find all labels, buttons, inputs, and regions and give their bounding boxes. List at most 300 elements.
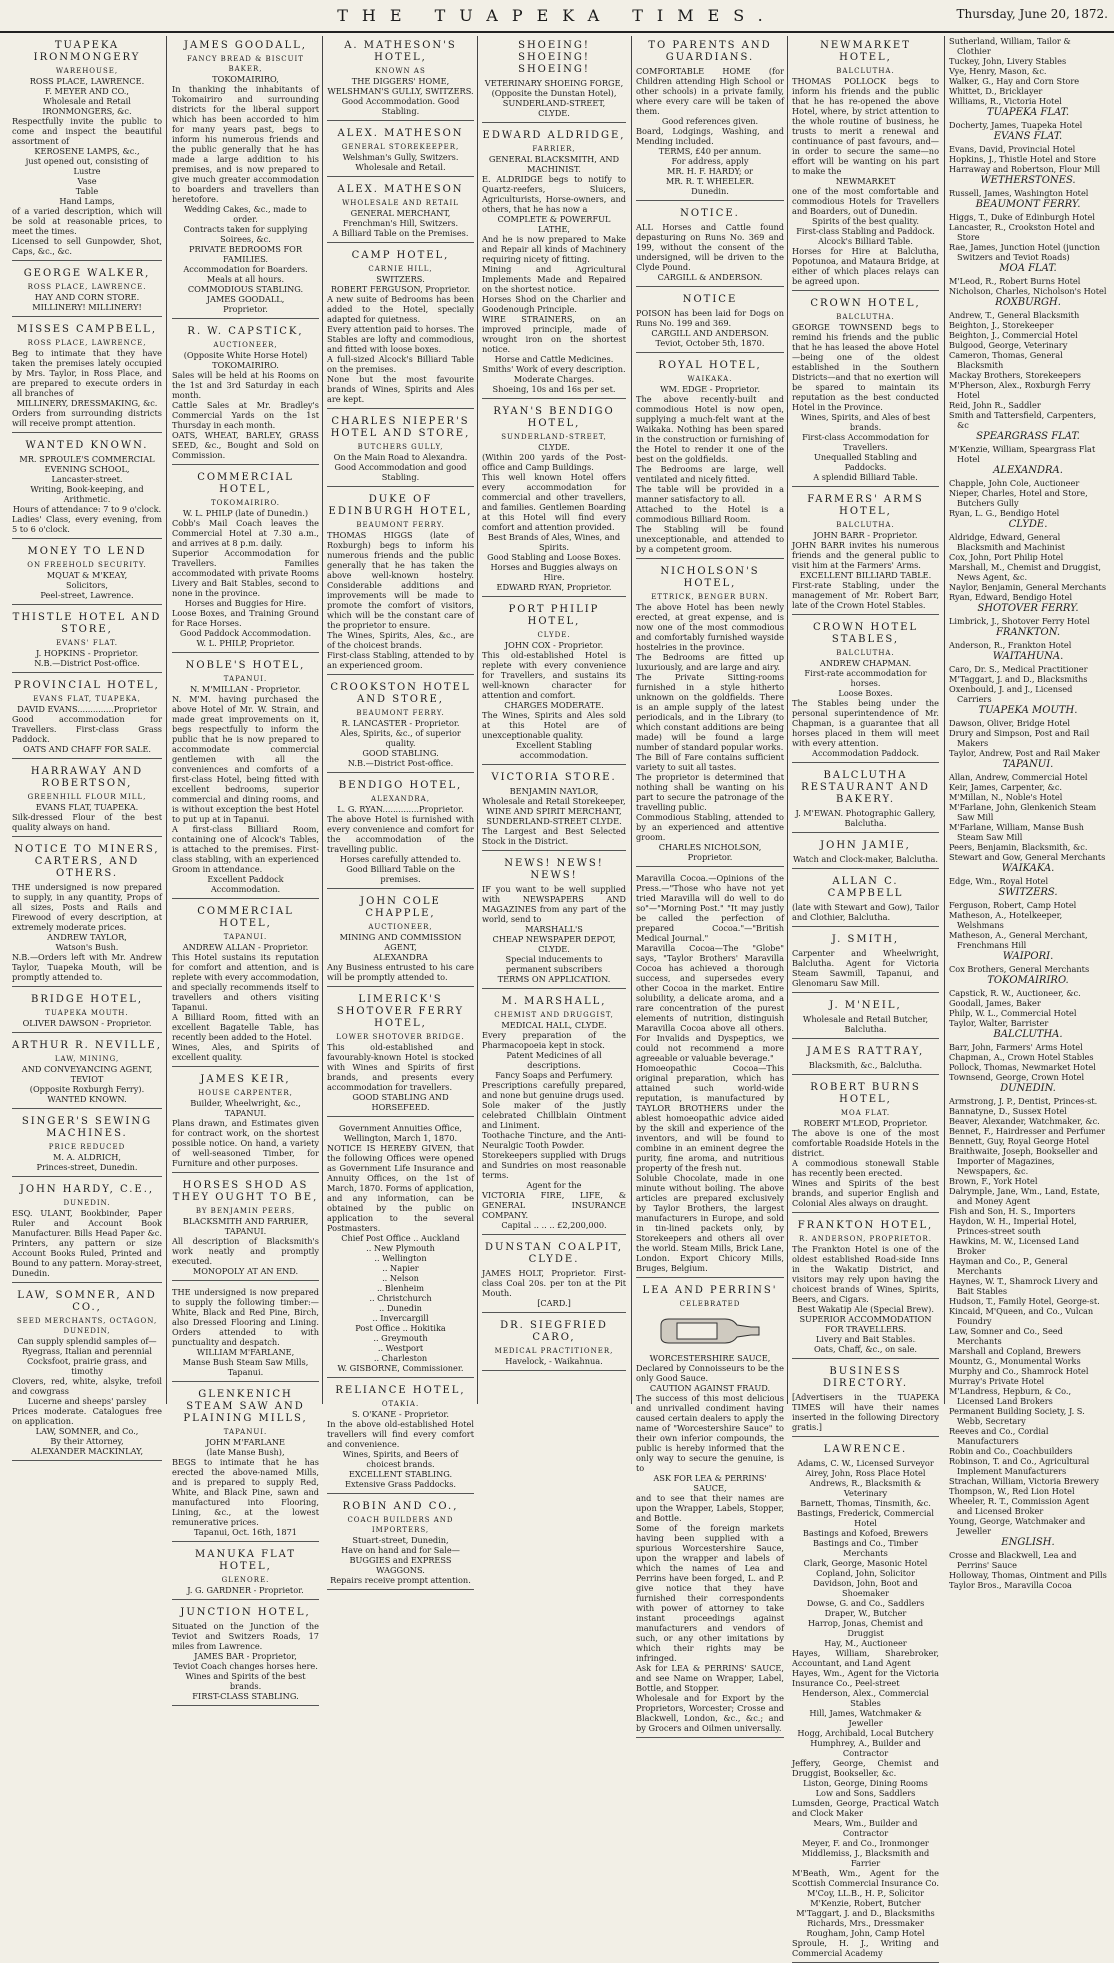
ad-title: THISTLE HOTEL AND STORE,: [12, 612, 162, 635]
ad-text-line: (Opposite Roxburgh Ferry).: [29, 1084, 145, 1094]
ad-subtitle: CARNIE HILL,: [368, 265, 433, 273]
ad-text-line: Andrews, R., Blacksmith & Veterinary: [809, 1478, 922, 1498]
ad-text-line: Good Paddock Accommodation.: [179, 628, 312, 638]
directory-town-heading: ENGLISH.: [1001, 1537, 1055, 1548]
ad-text-line: MQUAT & M'KEAY,: [46, 570, 128, 580]
ad-text-line: N.B.—District Post-office.: [347, 758, 454, 768]
ad-text-line: ROBERT M'LEOD, Proprietor.: [803, 1118, 928, 1128]
ad-subtitle: SEED MERCHANTS, OCTAGON, DUNEDIN,: [16, 1317, 158, 1335]
ad-text-line: Teviot Coach changes horses here.: [173, 1661, 318, 1671]
ad-text-line: one of the most comfortable and commodious Hotels for Travellers and Boarders, out of Dunedin.: [792, 186, 939, 216]
advertisement: [792, 36, 939, 291]
directory-town-heading: EVANS FLAT.: [993, 131, 1063, 142]
advertisement: [12, 264, 162, 317]
ad-text-line: Sales will be held at his Rooms on the 1st and 3rd Saturday in each month.: [172, 370, 319, 400]
ad-text-line: Commodious Stabling, attended to by an experienced and attentive groom.: [636, 812, 784, 842]
ad-text-line: THOMAS HIGGS (late of Roxburgh) begs to inform his numerous friends and the public generally that he has taken the above well-known hostelry. Considerable additions and improvements will be made to promote the comfort of visitors, which will be the constant care of the proprietor to ensure.: [327, 530, 474, 630]
ad-text-line: TAPANUI.: [224, 1226, 267, 1236]
ad-text-line: Vase: [77, 176, 97, 186]
ad-text-line: Best Brands of Ales, Wines, and Spirits.: [487, 532, 621, 552]
advertisement: [792, 996, 939, 1039]
ad-text-line: Situated on the Junction of the Teviot and Switzers Roads, 17 miles from Lawrence.: [172, 1621, 319, 1651]
ad-text-line: Blacksmith, &c., Balclutha.: [808, 1060, 923, 1070]
ad-text-line: Horses and Buggies for Hire.: [184, 598, 307, 608]
advertisement: [172, 1385, 319, 1542]
ad-text-line: CLYDE.: [538, 108, 570, 118]
ad-subtitle: ON FREEHOLD SECURITY.: [27, 561, 147, 569]
ad-text-line: First-class Accommodation for Travellers.: [802, 432, 929, 452]
ad-title: ROYAL HOTEL,: [658, 360, 762, 371]
ad-text-line: Attached to the Hotel is a commodious Billiard Room.: [636, 504, 784, 524]
ad-text-line: The above Hotel has been newly erected, at great expense, and is now one of the most commodious and comfortably furnished wayside hostelries in the province.: [636, 602, 784, 652]
advertisement: [792, 1216, 939, 1359]
ad-subtitle: BEAUMONT FERRY.: [356, 521, 445, 529]
ad-text-line: The Bill of Fare contains sufficient variety to suit all tastes.: [636, 752, 784, 772]
ad-text-line: None but the most favourite brands of Wines, Spirits and Ales are kept.: [327, 374, 474, 404]
ad-title: LIMERICK'S SHOTOVER FERRY HOTEL,: [336, 994, 465, 1029]
ad-text-line: VETERINARY SHOEING FORGE,: [484, 78, 624, 88]
ad-text-line: Mears, Wm., Builder and Contractor: [813, 1818, 918, 1838]
column-7-directory: [945, 36, 1111, 1590]
ad-text-line: N.B.—Orders left with Mr. Andrew Taylor, Tuapeka Mouth, will be promptly attended to.: [12, 952, 162, 982]
ad-text-line: S. O'KANE - Proprietor.: [351, 1409, 450, 1419]
ad-text-line: Wholesale and for Export by the Proprietors, Worcester; Crosse and Blackwell, London, &c., &c.; and by Grocers and Oilmen universally.: [636, 1693, 784, 1733]
advertisement: [792, 1440, 939, 1963]
advertisement: [327, 678, 474, 773]
ad-text-line: J. G. GARDNER - Proprietor.: [187, 1585, 304, 1595]
ad-text-line: Hayes, Wm., Agent for the Victoria Insurance Co., Peel-street: [792, 1668, 939, 1688]
ad-text-line: Loose Boxes, and Training Ground for Race Horses.: [172, 608, 319, 628]
ad-text-line: Wholesale and Retail.: [355, 162, 446, 172]
ad-text-line: Shoeing, 10s and 16s per set.: [492, 384, 616, 394]
directory-entry: Nicholson, Charles, Nicholson's Hotel: [949, 286, 1107, 296]
ad-text-line: Good Stabling and Loose Boxes.: [487, 552, 621, 562]
ad-text-line: Table: [75, 186, 99, 196]
ad-subtitle: PRICE REDUCED: [48, 1143, 126, 1151]
ad-text-line: [CARD.]: [537, 1298, 571, 1308]
ad-text-line: Humphrey, A., Builder and Contractor: [810, 1738, 921, 1758]
ad-title: ARTHUR R. NEVILLE,: [12, 1040, 162, 1051]
directory-town-heading: WAIKAKA.: [1001, 863, 1055, 874]
ad-text-line: BENJAMIN NAYLOR,: [509, 786, 599, 796]
ad-title: FARMERS' ARMS HOTEL,: [807, 494, 924, 517]
ad-text-line: Horses for Hire at Balclutha, Popotunoa, and Mataura Bridge, at either of which places relays can be agreed upon.: [792, 246, 939, 286]
ad-text-line: IRONMONGERS, &c.: [42, 106, 132, 116]
advertisement: [172, 1176, 319, 1281]
ad-text-line: Loose Boxes.: [838, 688, 893, 698]
ad-text-line: AND CONVEYANCING AGENT,: [21, 1064, 153, 1074]
ad-text-line: Dowse, G. and Co., Saddlers: [806, 1598, 925, 1608]
sauce-bottle-illustration: [655, 1313, 765, 1349]
directory-entry: Ferguson, Robert, Camp Hotel: [949, 900, 1077, 910]
ad-title: NOTICE TO MINERS, CARTERS, AND OTHERS.: [14, 844, 160, 879]
ad-text-line: M'Taggart, J. and D., Blacksmiths: [796, 1908, 935, 1918]
ad-text-line: Maravilla Cocoa.—Opinions of the Press.—"Those who have not yet tried Maravilla will do well to do so"—"Morning Post." "It may justly be called the perfection of prepared Cocoa."—"British Medical Journal.": [636, 873, 784, 943]
directory-entry: M'Millan, N., Noble's Hotel: [949, 792, 1063, 802]
directory-entry: Beighton, J., Commercial Hotel: [949, 330, 1078, 340]
advertisement: [327, 490, 474, 675]
ad-subtitle: FARRIER,: [532, 145, 576, 153]
ad-title: DR. SIEGFRIED CARO,: [500, 1320, 608, 1343]
ad-text-line: NEWMARKET: [835, 176, 896, 186]
ad-text-line: Storekeepers supplied with Drugs and Sundries on most reasonable terms.: [482, 1150, 626, 1180]
ad-text-line: Oats, Chaff, &c., on sale.: [813, 1344, 918, 1354]
column-divider: [166, 36, 167, 1404]
ad-text-line: Barnett, Thomas, Tinsmith, &c.: [800, 1498, 931, 1508]
ad-text-line: Every attention paid to horses. The Stables are lofty and commodious, and fitted with loose boxes.: [327, 324, 474, 354]
directory-entry: Smith and Tattersfield, Carpenters, &c: [949, 410, 1097, 430]
directory-entry: Mountz, G., Monumental Works: [949, 1356, 1081, 1366]
directory-entry: Edge, Wm., Royal Hotel: [949, 876, 1049, 886]
ad-text-line: The Private Sitting-rooms furnished in a style hitherto unknown on the goldfields. There is an ample supply of the latest periodicals, and in the Library (to which constant additions are being made) will be found a large number of standard popular works.: [636, 672, 784, 752]
ad-text-line: Patent Medicines of all descriptions.: [506, 1050, 602, 1070]
ad-text-line: JOHN BARR - Proprietor.: [813, 530, 918, 540]
ad-text-line: THOMAS POLLOCK begs to inform his friends and the public that he has re-opened the above Hotel, where, by strict attention to the whole routine of business, he trusts to merit a renewal and continuance of past favours, and—in order to secure the same—no effort will be wanting on his part to make the: [792, 76, 939, 176]
directory-entry: Keir, James, Carpenter, &c.: [949, 782, 1063, 792]
ad-title: FRANKTON HOTEL,: [797, 1220, 934, 1231]
ad-title: GLENKENICH STEAM SAW AND PLAINING MILLS,: [183, 1389, 308, 1424]
ad-text-line: Beg to intimate that they have taken the premises lately occupied by Mrs. Taylor, in Ross Place, and are prepared to execute orders in all branches of: [12, 348, 162, 398]
ad-text-line: CHEAP NEWSPAPER DEPOT,: [492, 934, 616, 944]
ad-subtitle: WAIKAKA.: [687, 375, 733, 383]
ad-text-line: Some of the foreign markets having been supplied with a spurious Worcestershire Sauce, upon the wrapper and labels of which the names of Lea and Perrins have been forged, L. and P. give notice that they have furnished their correspondents with power of attorney to take instant proceedings against manufacturers and vendors of such, or any other imitations by which their rights may be infringed.: [636, 1523, 784, 1663]
ad-text-line: Plans drawn, and Estimates given for contract work, on the shortest possible notice. On hand, a variety of well-seasoned Timber, for Furniture and other purposes.: [172, 1118, 319, 1168]
ad-text-line: .. Charleston: [373, 1353, 428, 1363]
directory-entry: Harraway and Robertson, Flour Mill: [949, 164, 1101, 174]
ad-text-line: JOHN BARR invites his numerous friends and the general public to visit him at the Farmers' Arms.: [792, 540, 939, 570]
ad-text-line: The table will be provided in a manner satisfactory to all.: [636, 484, 784, 504]
advertisement: [327, 1497, 474, 1590]
column-4: [478, 36, 630, 1406]
directory-entry: Robin and Co., Coachbuilders: [949, 1446, 1073, 1456]
directory-town-heading: MOA FLAT.: [999, 263, 1057, 274]
ad-subtitle: BALCLUTHA.: [836, 649, 895, 657]
ad-text-line: Frenchman's Hill, Switzers.: [342, 218, 459, 228]
ad-text-line: Havelock, - Waikahnua.: [505, 1356, 603, 1366]
ad-text-line: Watson's Bush.: [55, 942, 119, 952]
ad-text-line: Meyer, F. and Co., Ironmonger: [802, 1838, 929, 1848]
ad-text-line: The success of this most delicious and unrivalled condiment having caused certain dealers to apply the name of "Worcestershire Sauce" to their own inferior compounds, the public is hereby informed that the only way to secure the genuine, is to: [636, 1393, 784, 1473]
ad-text-line: Agent for the: [526, 1180, 582, 1190]
advertisement: [12, 676, 162, 759]
ad-subtitle: ALEXANDRA,: [371, 795, 430, 803]
advertisement: [327, 1120, 474, 1378]
directory-entry: Holloway, Thomas, Ointment and Pills: [949, 1570, 1107, 1580]
directory-town-heading: WAIPORI.: [1002, 951, 1054, 962]
ad-text-line: Ladies' Class, every evening, from 5 to 6 o'clock.: [12, 514, 162, 534]
ad-text-line: BLACKSMITH AND FARRIER,: [182, 1216, 309, 1226]
ad-title: BUSINESS DIRECTORY.: [822, 1366, 909, 1389]
ad-text-line: ROBERT FERGUSON, Proprietor.: [330, 284, 471, 294]
advertisement: [482, 1238, 626, 1313]
ad-text-line: COMFORTABLE HOME (for Children attending High School or other schools) in a private family, where every care will be taken of them.: [636, 66, 784, 116]
ad-text-line: Teviot, October 5th, 1870.: [655, 338, 765, 348]
directory-entry: Russell, James, Washington Hotel: [949, 188, 1089, 198]
ad-text-line: .. Wellington: [374, 1253, 427, 1263]
ad-text-line: Adams, C. W., Licensed Surveyor: [797, 1458, 934, 1468]
ad-text-line: WINE AND SPIRIT MERCHANT,: [486, 806, 622, 816]
directory-entry: Murray's Private Hotel: [949, 1376, 1045, 1386]
ad-text-line: Superior Accommodation for Travellers. Families accommodated with private Rooms Livery and Bait Stables, second to none in the province.: [172, 548, 319, 598]
advertisement: [327, 412, 474, 487]
ad-text-line: DAVID EVANS..............Proprietor: [17, 704, 157, 714]
ad-text-line: Lustre: [73, 166, 101, 176]
directory-entry: Ryan, Edward, Bendigo Hotel: [949, 592, 1073, 602]
ad-subtitle: FANCY BREAD & BISCUIT BAKER,: [187, 55, 304, 73]
ad-text-line: WIRE STRAINERS, on an improved principle, made of wrought iron on the shortest notice.: [482, 314, 626, 354]
directory-entry: Reeves and Co., Cordial Manufacturers: [949, 1426, 1049, 1446]
ad-title: BENDIGO HOTEL,: [338, 780, 463, 791]
ad-text-line: CARGILL AND ANDERSON.: [651, 328, 769, 338]
ad-text-line: Horses and Buggies always on Hire.: [490, 562, 618, 582]
directory-entry: Anderson, R., Frankton Hotel: [949, 640, 1072, 650]
ad-text-line: .. Nelson: [382, 1273, 419, 1283]
ad-text-line: This Hotel sustains its reputation for comfort and attention, and is replete with every accommodation, and specially recommends itself to travellers and others visiting Tapanui.: [172, 952, 319, 1012]
ad-text-line: NOTICE IS HEREBY GIVEN, that the following Offices were opened as Government Life Insurance and Annuity Offices, on the 1st of March, 1870. Forms of application, and any information, can be obtained by the public on application to the several Postmasters.: [327, 1143, 474, 1233]
ad-text-line: Wedding Cakes, &c., made to order.: [184, 204, 307, 224]
ad-text-line: By their Attorney,: [50, 1436, 124, 1446]
directory-town-heading: BALCLUTHA.: [993, 1029, 1063, 1040]
directory-entry: Hudson, T., Family Hotel, George-st.: [949, 1296, 1100, 1306]
ad-text-line: WANTED KNOWN.: [47, 1094, 127, 1104]
directory-entry: Bulgood, George, Veterinary: [949, 340, 1068, 350]
advertisement: [792, 618, 939, 763]
ad-subtitle: WHOLESALE AND RETAIL: [342, 199, 459, 207]
ad-subtitle: TUAPEKA MOUTH.: [45, 1009, 129, 1017]
advertisement: [792, 490, 939, 615]
ad-title: J. M'NEIL,: [829, 1000, 902, 1011]
ad-text-line: TAPANUI.: [224, 1108, 267, 1118]
advertisement: [482, 600, 626, 765]
ad-title: A. MATHESON'S HOTEL,: [344, 40, 457, 63]
ad-text-line: of a varied description, which will be sold at reasonable prices, to meet the times.: [12, 206, 162, 236]
ad-text-line: .. Dunedin: [379, 1303, 422, 1313]
ad-title: MISSES CAMPBELL,: [17, 324, 157, 335]
ad-text-line: ASK FOR LEA & PERRINS' SAUCE,: [653, 1473, 767, 1493]
ad-text-line: Good accommodation for Travellers. First-class Grass Paddock.: [12, 714, 162, 744]
directory-entry: Marshall and Copland, Brewers: [949, 1346, 1081, 1356]
ad-text-line: MEDICAL HALL, CLYDE.: [501, 1020, 607, 1030]
directory-town-heading: SPEARGRASS FLAT.: [976, 431, 1080, 442]
advertisement: [172, 322, 319, 465]
ad-text-line: KEROSENE LAMPS, &c.,: [34, 146, 140, 156]
ad-subtitle: TAPANUI.: [223, 675, 268, 683]
ad-text-line: M'Beath, Wm., Agent for the Scottish Commercial Insurance Co.: [792, 1868, 939, 1888]
ad-text-line: Wines, Ales, and Spirits of excellent quality.: [172, 1042, 319, 1062]
ad-text-line: Carpenter and Wheelwright, Balclutha. Agent for Victoria Steam Sawmill, Tapanui, and Glenomaru Saw Mill.: [792, 948, 939, 988]
ad-text-line: CHARLES NICHOLSON, Proprietor.: [658, 842, 762, 862]
ad-text-line: Wellington, March 1, 1870.: [343, 1133, 458, 1143]
ad-title: COMMERCIAL HOTEL,: [197, 906, 294, 929]
advertisement: [792, 294, 939, 487]
ad-text-line: Bastings, Frederick, Commercial Hotel: [797, 1508, 934, 1528]
directory-entry: Taylor, Andrew, Post and Rail Maker: [949, 748, 1100, 758]
ad-subtitle: BUTCHERS GULLY,: [357, 443, 444, 451]
ad-text-line: and to see that their names are upon the Wrapper, Labels, Stopper, and Bottle.: [636, 1493, 784, 1523]
directory-town-heading: DUNEDIN.: [1000, 1083, 1056, 1094]
advertisement: [172, 36, 319, 319]
ad-text-line: ALL Horses and Cattle found depasturing on Runs No. 369 and 199, without the consent of the undersigned, will be driven to the Clyde Pound.: [636, 222, 784, 272]
advertisement: [327, 36, 474, 121]
ad-text-line: Wines, Spirits, and Beers of choicest brands.: [342, 1449, 459, 1469]
ad-text-line: .. New Plymouth: [366, 1243, 435, 1253]
ad-title: NEWS! NEWS! NEWS!: [504, 858, 604, 881]
directory-entry: Marshall, M., Chemist and Druggist, News Agent, &c.: [949, 562, 1101, 582]
ad-subtitle: COACH BUILDERS AND IMPORTERS,: [347, 1516, 454, 1534]
ad-text-line: COMMODIOUS STABLING.: [187, 284, 304, 294]
ad-title: VICTORIA STORE.: [491, 772, 617, 783]
ad-subtitle: CLYDE.: [537, 631, 571, 639]
ad-text-line: ESQ. ULANT, Bookbinder, Paper Ruler and Account Book Manufacturer. Bills Head Paper &c. Printers, any pattern or size Account Books Ruled, Printed and Bound to any pattern. Moray-street, Dunedin.: [12, 1208, 162, 1278]
advertisement: [792, 766, 939, 833]
directory-entry: Allan, Andrew, Commercial Hotel: [949, 772, 1088, 782]
ad-text-line: (late Manse Bush),: [206, 1447, 285, 1457]
advertisement: [792, 1362, 939, 1437]
directory-entry: Whittet, D., Bricklayer: [949, 86, 1043, 96]
directory-entry: Hayman and Co., P., General Merchants: [949, 1256, 1068, 1276]
ad-text-line: The Largest and Best Selected Stock in the District.: [482, 826, 626, 846]
ad-text-line: The proprietor is determined that nothing shall be wanting on his part to secure the patronage of the travelling public.: [636, 772, 784, 812]
ad-text-line: The Wines, Spirits and Ales sold at this Hotel are of unexceptionable quality.: [482, 710, 626, 740]
ad-text-line: .. Blenheim: [376, 1283, 425, 1293]
directory-entry: Law, Somner and Co., Seed Merchants: [949, 1326, 1063, 1346]
ad-text-line: W. GISBORNE, Commissioner.: [337, 1363, 464, 1373]
ad-title: HORSES SHOD AS THEY OUGHT TO BE,: [172, 1180, 319, 1203]
ad-text-line: Horse and Cattle Medicines.: [494, 354, 614, 364]
ad-text-line: JOHN COX - Proprietor.: [504, 640, 604, 650]
ad-text-line: JAMES BAR - Proprietor,: [194, 1651, 297, 1661]
ad-text-line: Good Accommodation and good Stabling.: [334, 462, 467, 482]
ad-text-line: Wholesale and Retail: [43, 96, 131, 106]
directory-town-heading: SWITZERS.: [998, 887, 1058, 898]
directory-entry: Matheson, A., General Merchant, Frenchmans Hill: [949, 930, 1088, 950]
ad-text-line: Proprietor.: [223, 304, 268, 314]
ad-text-line: PRIVATE BEDROOMS FOR FAMILIES.: [188, 244, 303, 264]
ad-text-line: First-class Stabling and Paddock.: [796, 226, 935, 236]
ad-text-line: Capital .. .. .. £2,200,000.: [501, 1220, 607, 1230]
ad-text-line: M'Coy, LL.B., H. P., Solicitor: [807, 1888, 924, 1898]
ad-text-line: Fancy Soaps and Perfumery.: [495, 1070, 613, 1080]
advertisement: [636, 204, 784, 287]
ad-text-line: EXCELLENT STABLING.: [348, 1469, 453, 1479]
ad-text-line: Rougham, John, Camp Hotel: [806, 1928, 925, 1938]
directory-entry: Beighton, J., Storekeeper: [949, 320, 1054, 330]
advertisement: [792, 872, 939, 927]
ad-text-line: SUNDERLAND-STREET CLYDE.: [486, 816, 622, 826]
ad-subtitle: BALCLUTHA.: [836, 313, 895, 321]
ad-text-line: GOOD STABLING AND HORSEFEED.: [352, 1092, 449, 1112]
ad-text-line: M. A. ALDRICH,: [52, 1152, 122, 1162]
ad-title: TUAPEKA IRONMONGERY: [33, 40, 141, 63]
ad-subtitle: EVANS' FLAT.: [56, 639, 118, 647]
directory-entry: Strachan, William, Victoria Brewery: [949, 1476, 1099, 1486]
ad-text-line: Wholesale and Retail Butcher, Balclutha.: [802, 1014, 929, 1034]
ad-title: JAMES KEIR,: [200, 1074, 291, 1085]
ad-text-line: Respectfully invite the public to come and inspect the beautiful assortment of: [12, 116, 162, 146]
ad-text-line: In the above old-established Hotel travellers will find every comfort and convenience.: [327, 1419, 474, 1449]
ad-text-line: The Frankton Hotel is one of the oldest established Road-side Inns in the Wakatip District, and visitors may rely upon having the choicest brands of Wines, Spirits, Beers, and Cigars.: [792, 1244, 939, 1304]
ad-text-line: Prescriptions carefully prepared, and none but genuine drugs used.: [482, 1080, 626, 1100]
ad-text-line: ALEXANDRA: [373, 952, 428, 962]
ad-title: BALCLUTHA RESTAURANT AND BAKERY.: [801, 770, 930, 805]
ad-text-line: This well known Hotel offers every accommodation for commercial and other travellers, and families. Gentlemen Boarding at this Hotel will find every comfort and attention provided.: [482, 472, 626, 532]
directory-entry: Haydon, W. H., Imperial Hotel, Princes-street south: [949, 1216, 1077, 1236]
ad-text-line: Repairs receive prompt attention.: [330, 1575, 471, 1585]
ad-text-line: The Stabling will be found unexceptionable, and attended to by a competent groom.: [636, 524, 784, 554]
ad-subtitle: R. ANDERSON, PROPRIETOR.: [798, 1235, 933, 1243]
ad-text-line: Lancaster-street.: [51, 474, 123, 484]
ad-text-line: Orders from surrounding districts will receive prompt attention.: [12, 408, 162, 428]
ad-text-line: POISON has been laid for Dogs on Runs No. 199 and 369.: [636, 308, 784, 328]
directory-entry: Tuckey, John, Livery Stables: [949, 56, 1067, 66]
ad-text-line: WILLIAM M'FARLANE,: [196, 1347, 295, 1357]
directory-entry: Docherty, James, Tuapeka Hotel: [949, 120, 1083, 130]
ad-text-line: Ales, Spirits, &c., of superior quality.: [340, 728, 461, 748]
ad-text-line: Richards, Mrs., Dressmaker: [807, 1918, 924, 1928]
advertisement: [172, 902, 319, 1067]
ad-subtitle: BALCLUTHA.: [836, 67, 895, 75]
ad-text-line: Horses Shod on the Charlier and Goodenough Principle.: [482, 294, 626, 314]
directory-entry: Fish and Son, H. S., Importers: [949, 1206, 1076, 1216]
ad-text-line: Harrop, Jonas, Chemist and Druggist: [807, 1618, 924, 1638]
advertisement: [12, 1112, 162, 1177]
ad-text-line: (Within 200 yards of the Post-office and Camp Buildings.: [482, 452, 626, 472]
ad-title: JUNCTION HOTEL,: [180, 1607, 311, 1618]
directory-entry: Naylor, Benjamin, General Merchants: [949, 582, 1107, 592]
ad-subtitle: ROSS PLACE, LAWRENCE,: [27, 339, 147, 347]
ad-text-line: Unequalled Stabling and Paddocks.: [813, 452, 918, 472]
ad-text-line: Peel-street, Lawrence.: [40, 590, 134, 600]
advertisement: [482, 402, 626, 597]
ad-text-line: EVANS FLAT, TUAPEKA.: [35, 802, 139, 812]
ad-title: COMMERCIAL HOTEL,: [197, 472, 294, 495]
ad-text-line: .. Greymouth: [373, 1333, 428, 1343]
directory-entry: M'Taggart, J. and D., Blacksmiths: [949, 674, 1088, 684]
ad-text-line: GEORGE TOWNSEND begs to remind his friends and the public that he has leased the above Hotel—being one of the oldest established in the Southern Districts—and that no exertion will be spared to maintain its reputation as the best conducted Hotel in the Province.: [792, 322, 939, 412]
ad-title: NEWMARKET HOTEL,: [820, 40, 911, 63]
ad-text-line: Draper, W., Butcher: [824, 1608, 907, 1618]
ad-text-line: Smiths' Work of every description.: [482, 364, 626, 374]
ad-title: JAMES GOODALL,: [184, 40, 307, 51]
directory-town-heading: BEAUMONT FERRY.: [975, 199, 1081, 210]
ad-text-line: Moderate Charges.: [513, 374, 595, 384]
ad-text-line: Soluble Chocolate, made in one minute without boiling. The above articles are prepared exclusively by Taylor Brothers, the largest manufacturers in Europe, and sold in tin-lined packets only, by Storekeepers and others all over the world. Steam Mills, Brick Lane, London. Export Chicory Mills, Bruges, Belgium.: [636, 1173, 784, 1273]
ad-text-line: .. Napier: [382, 1263, 419, 1273]
ad-title: NOTICE: [682, 294, 738, 305]
directory-entry: Cox, John, Port Philip Hotel: [949, 552, 1064, 562]
advertisement: [482, 36, 626, 123]
ad-title: TO PARENTS AND GUARDIANS.: [648, 40, 772, 63]
ad-subtitle: HOUSE CARPENTER,: [198, 1089, 293, 1097]
directory-entry: Dalrymple, Jane, Wm., Land, Estate, and Money Agent: [949, 1186, 1100, 1206]
ad-text-line: Wholesale and Retail Storekeeper,: [482, 796, 626, 806]
ad-subtitle: CHEMIST AND DRUGGIST,: [494, 1011, 614, 1019]
advertisement: [12, 840, 162, 987]
ad-text-line: Chief Post Office .. Auckland: [341, 1233, 460, 1243]
ad-title: EDWARD ALDRIDGE,: [482, 130, 626, 141]
ad-text-line: Watch and Clock-maker, Balclutha.: [792, 854, 939, 864]
directory-entry: Robinson, T. and Co., Agricultural Implement Manufacturers: [949, 1456, 1090, 1476]
ad-text-line: Bastings and Co., Timber Merchants: [812, 1538, 919, 1558]
ad-title: CROWN HOTEL STABLES,: [812, 622, 919, 645]
ad-text-line: MILLINERY, DRESSMAKING, &c.: [16, 398, 158, 408]
advertisement: [482, 768, 626, 851]
ad-title: ALEX. MATHESON: [337, 128, 464, 139]
ad-text-line: Wines, Spirits, and Ales of best brands.: [800, 412, 931, 432]
ad-text-line: Builder, Wheelwright, &c.,: [190, 1098, 301, 1108]
ad-text-line: Manse Bush Steam Saw Mills, Tapanui.: [182, 1357, 309, 1377]
directory-entry: M'Kenzie, William, Speargrass Flat Hotel: [949, 444, 1096, 464]
